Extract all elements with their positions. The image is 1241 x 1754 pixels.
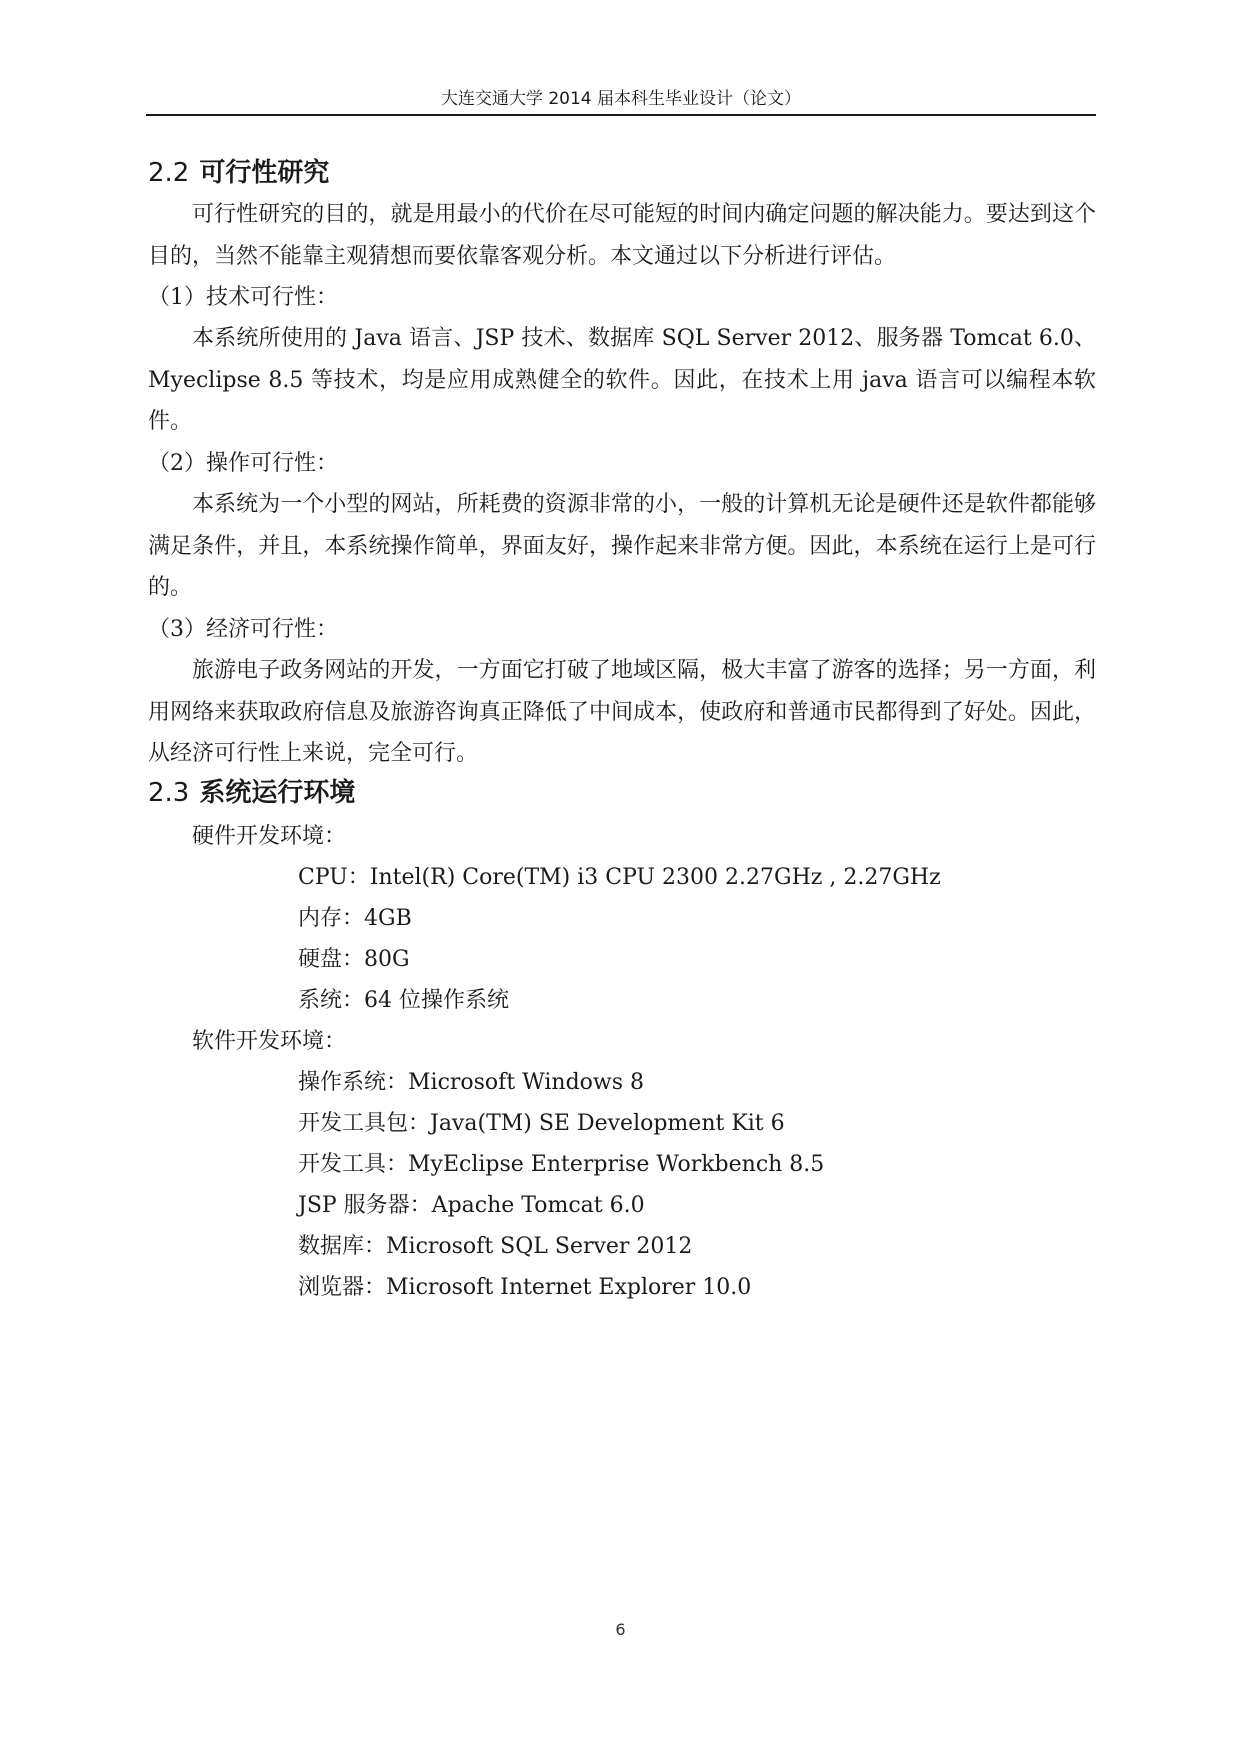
software-item-database: 数据库：Microsoft SQL Server 2012: [298, 1234, 693, 1259]
hardware-item-cpu: CPU：Intel(R) Core(TM) i3 CPU 2300 2.27GHz , 2.27GHz: [298, 865, 941, 890]
software-item-ide: 开发工具：MyEclipse Enterprise Workbench 8.5: [298, 1152, 825, 1177]
section-title: 可行性研究: [199, 158, 330, 188]
hardware-item-disk: 硬盘：80G: [298, 947, 410, 972]
section-heading-2-3: [148, 776, 355, 810]
section-number: 2.2: [148, 158, 190, 188]
software-item-browser: 浏览器：Microsoft Internet Explorer 10.0: [298, 1275, 752, 1300]
hardware-item-system: 系统：64 位操作系统: [298, 988, 509, 1013]
economic-feasibility-paragraph: 旅游电子政务网站的开发，一方面它打破了地域区隔，极大丰富了游客的选择；另一方面，利用网络来获取政府信息及旅游咨询真正降低了中间成本，使政府和普通市民都得到了好处。因此，从经济可行性上来说，完全可行。: [148, 658, 1096, 766]
technical-feasibility-paragraph: 本系统所使用的 Java 语言、JSP 技术、数据库 SQL Server 2012、服务器 Tomcat 6.0、Myeclipse 8.5 等技术，均是应用成熟健全的软件。因此，在技术上用 java 语言可以编程本软件。: [148, 326, 1096, 434]
feasibility-intro-paragraph: 可行性研究的目的，就是用最小的代价在尽可能短的时间内确定问题的解决能力。要达到这个目的，当然不能靠主观猜想而要依靠客观分析。本文通过以下分析进行评估。: [148, 202, 1096, 269]
software-item-jdk: 开发工具包：Java(TM) SE Development Kit 6: [298, 1111, 785, 1136]
software-item-os: 操作系统：Microsoft Windows 8: [298, 1070, 645, 1095]
page-number: 6: [615, 1620, 626, 1639]
software-env-label: 软件开发环境：: [192, 1029, 347, 1054]
hardware-item-memory: 内存：4GB: [298, 906, 412, 931]
hardware-env-label: 硬件开发环境：: [192, 824, 347, 849]
section-title: 系统运行环境: [199, 778, 356, 808]
operational-feasibility-label: （2）操作可行性：: [148, 451, 338, 476]
section-heading-2-2: [148, 156, 329, 190]
running-header: 大连交通大学 2014 届本科生毕业设计（论文）: [440, 89, 802, 109]
technical-feasibility-label: （1）技术可行性：: [148, 285, 338, 310]
economic-feasibility-label: （3）经济可行性：: [148, 617, 338, 642]
section-number: 2.3: [148, 778, 190, 808]
software-item-jsp-server: JSP 服务器：Apache Tomcat 6.0: [298, 1193, 645, 1218]
header-rule: [146, 114, 1096, 116]
operational-feasibility-paragraph: 本系统为一个小型的网站，所耗费的资源非常的小，一般的计算机无论是硬件还是软件都能够满足条件，并且，本系统操作简单，界面友好，操作起来非常方便。因此，本系统在运行上是可行的。: [148, 492, 1096, 600]
